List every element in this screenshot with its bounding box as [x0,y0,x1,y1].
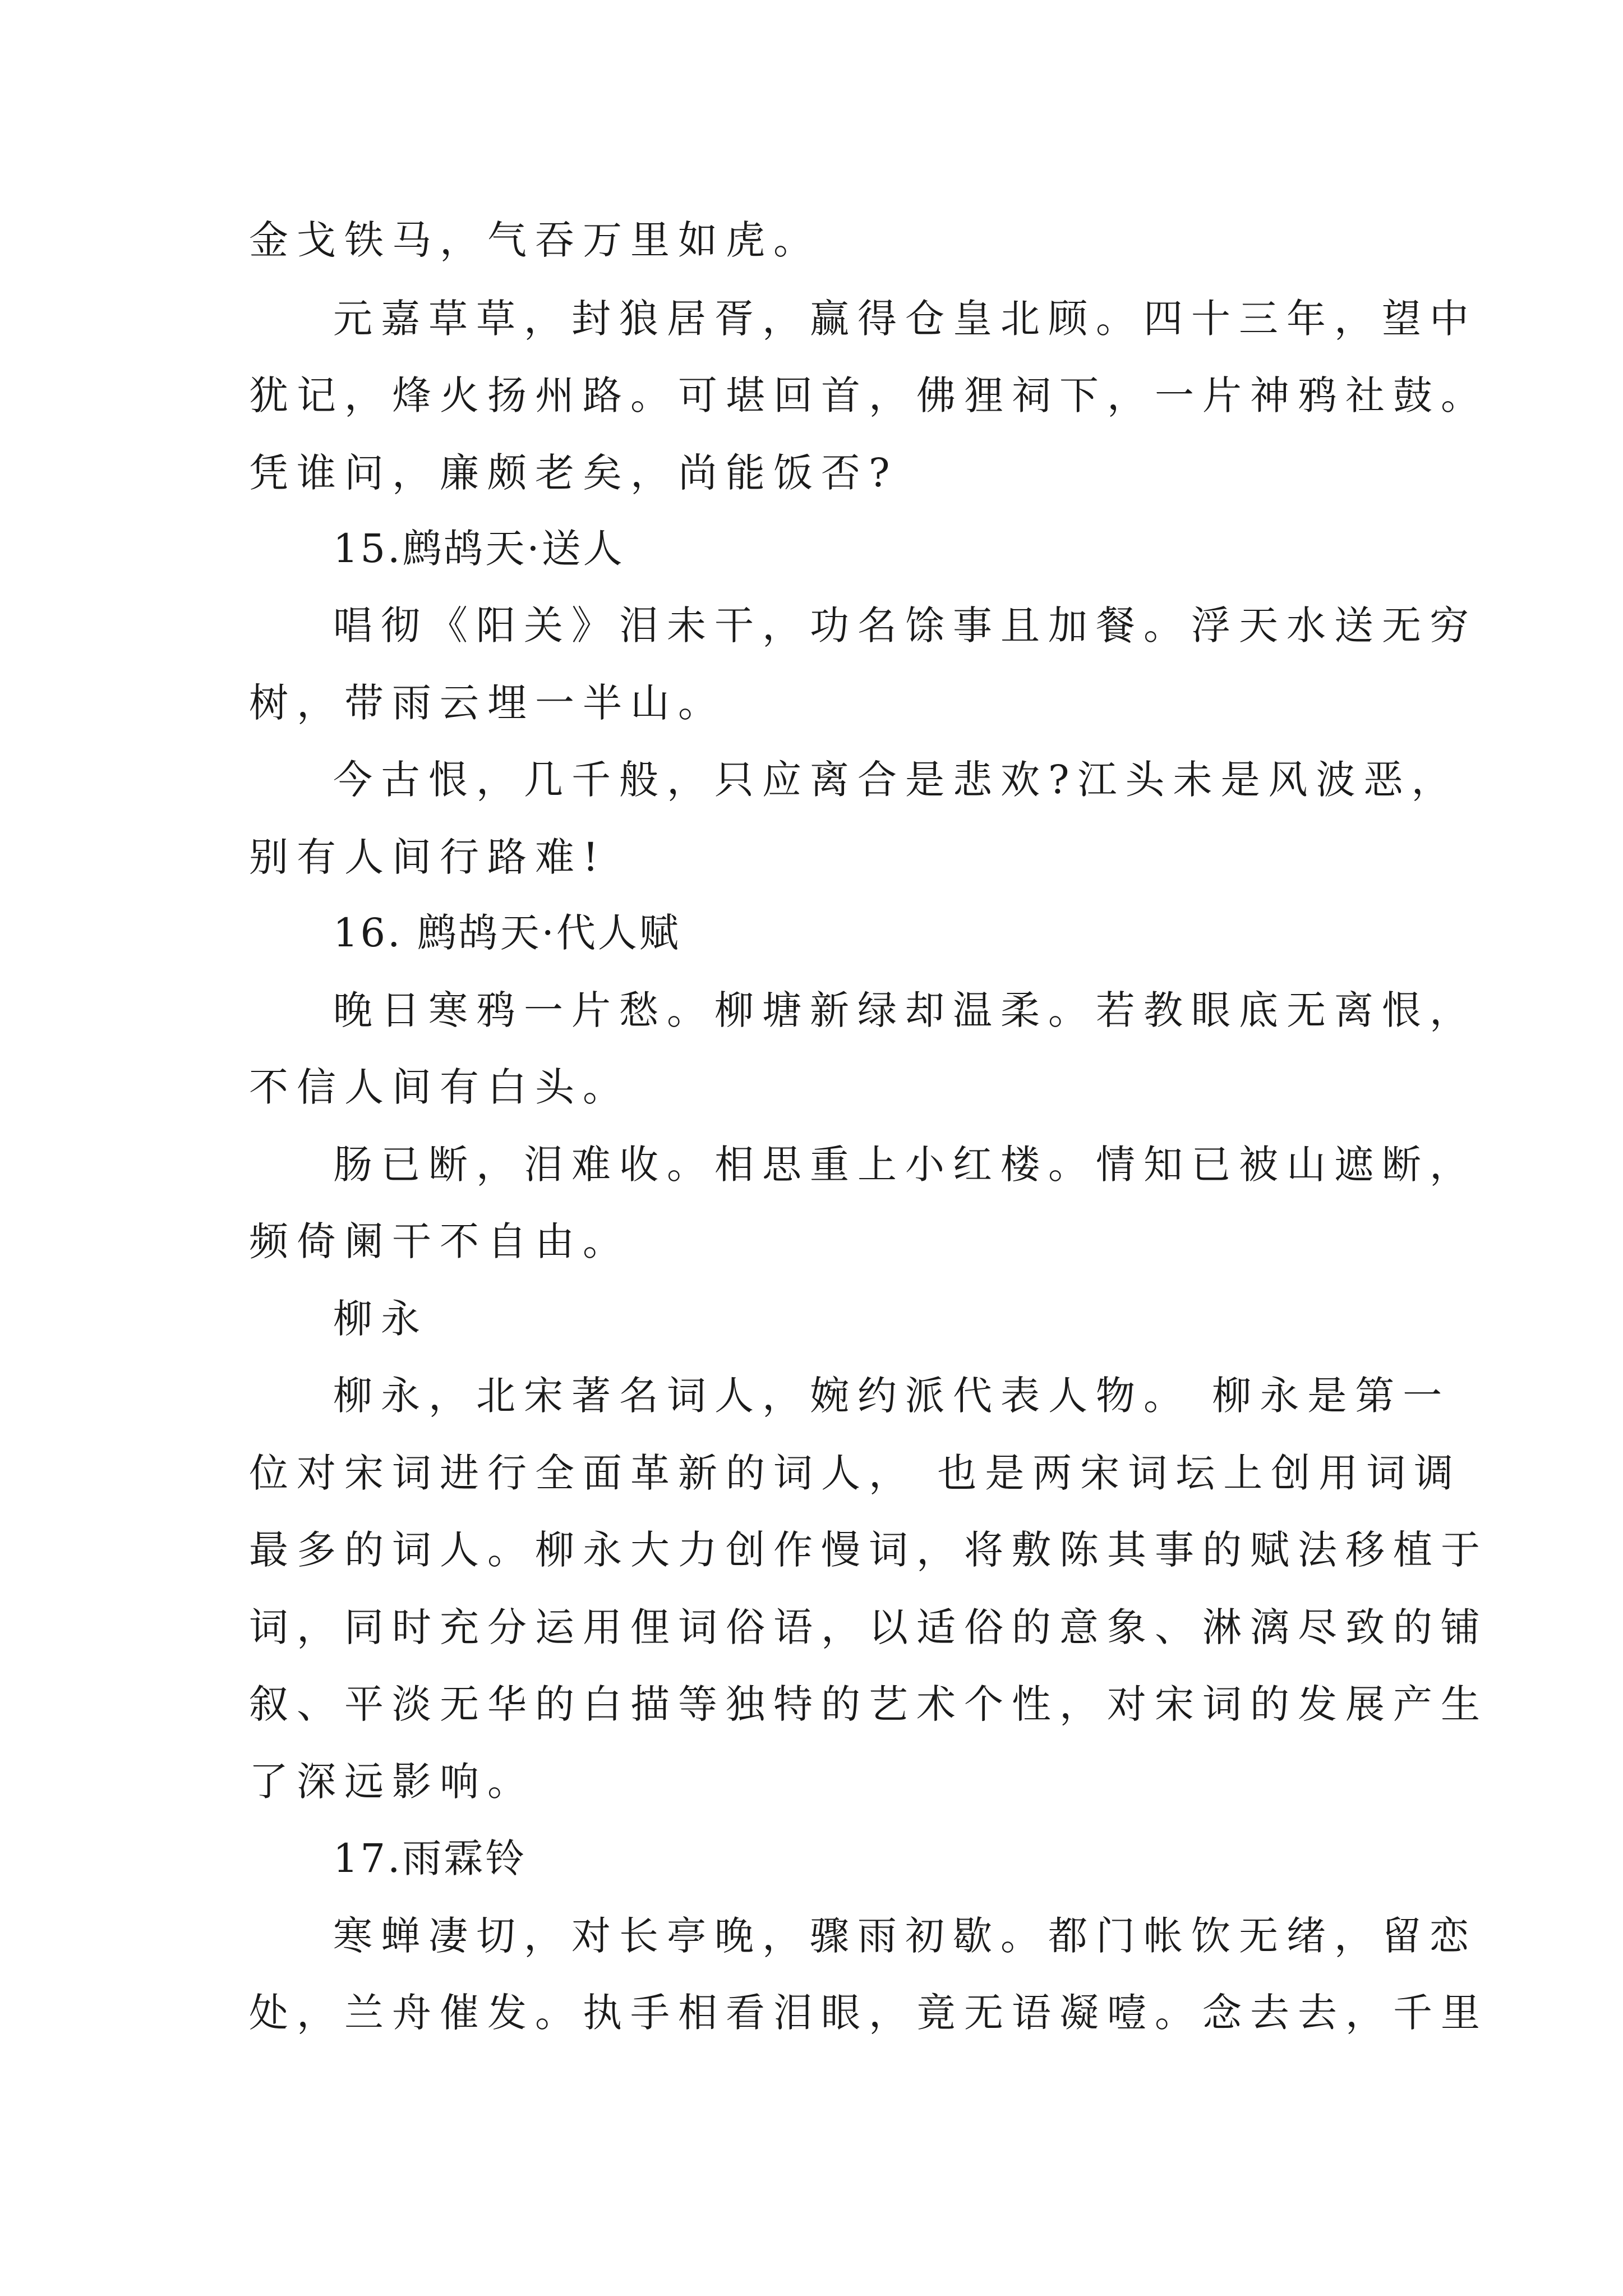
text-line: 别有人间行路难! [249,834,607,880]
text-line: 犹记，烽火扬州路。可堪回首，佛狸祠下，一片神鸦社鼓。 [249,372,1488,418]
section-heading: 17.雨霖铃 [333,1835,527,1881]
text-line: 今古恨，几千般，只应离合是悲欢?江头未是风波恶， [333,757,1459,803]
author-heading: 柳永 [333,1296,428,1342]
section-heading: 16. 鹧鸪天·代人赋 [333,910,681,956]
text-line: 最多的词人。柳永大力创作慢词，将敷陈其事的赋法移植于 [249,1527,1488,1573]
text-line: 频倚阑干不自由。 [249,1218,630,1264]
text-line: 叙、平淡无华的白描等独特的艺术个性，对宋词的发展产生 [249,1681,1488,1727]
text-line: 寒蝉凄切，对长亭晚，骤雨初歇。都门帐饮无绪，留恋 [333,1913,1477,1959]
section-heading: 15.鹧鸪天·送人 [333,526,625,572]
text-line: 处，兰舟催发。执手相看泪眼，竟无语凝噎。念去去，千里 [249,1990,1488,2036]
text-line: 元嘉草草，封狼居胥，赢得仓皇北顾。四十三年，望中 [333,296,1477,342]
text-line: 词，同时充分运用俚词俗语，以适俗的意象、淋漓尽致的铺 [249,1604,1488,1650]
text-line: 金戈铁马，气吞万里如虎。 [249,217,821,263]
text-line: 唱彻《阳关》泪未干，功名馀事且加餐。浮天水送无穷 [333,602,1477,648]
text-line: 不信人间有白头。 [249,1064,630,1110]
text-line: 位对宋词进行全面革新的词人， 也是两宋词坛上创用词调 [249,1450,1462,1496]
text-line: 柳永，北宋著名词人，婉约派代表人物。 柳永是第一 [333,1373,1451,1419]
text-line: 凭谁问，廉颇老矣，尚能饭否? [249,450,898,496]
text-line: 晚日寒鸦一片愁。柳塘新绿却温柔。若教眼底无离恨， [333,987,1477,1033]
text-line: 了深远影响。 [249,1759,535,1805]
text-line: 肠已断，泪难收。相思重上小红楼。情知已被山遮断， [333,1142,1477,1188]
text-line: 树，带雨云埋一半山。 [249,680,726,726]
